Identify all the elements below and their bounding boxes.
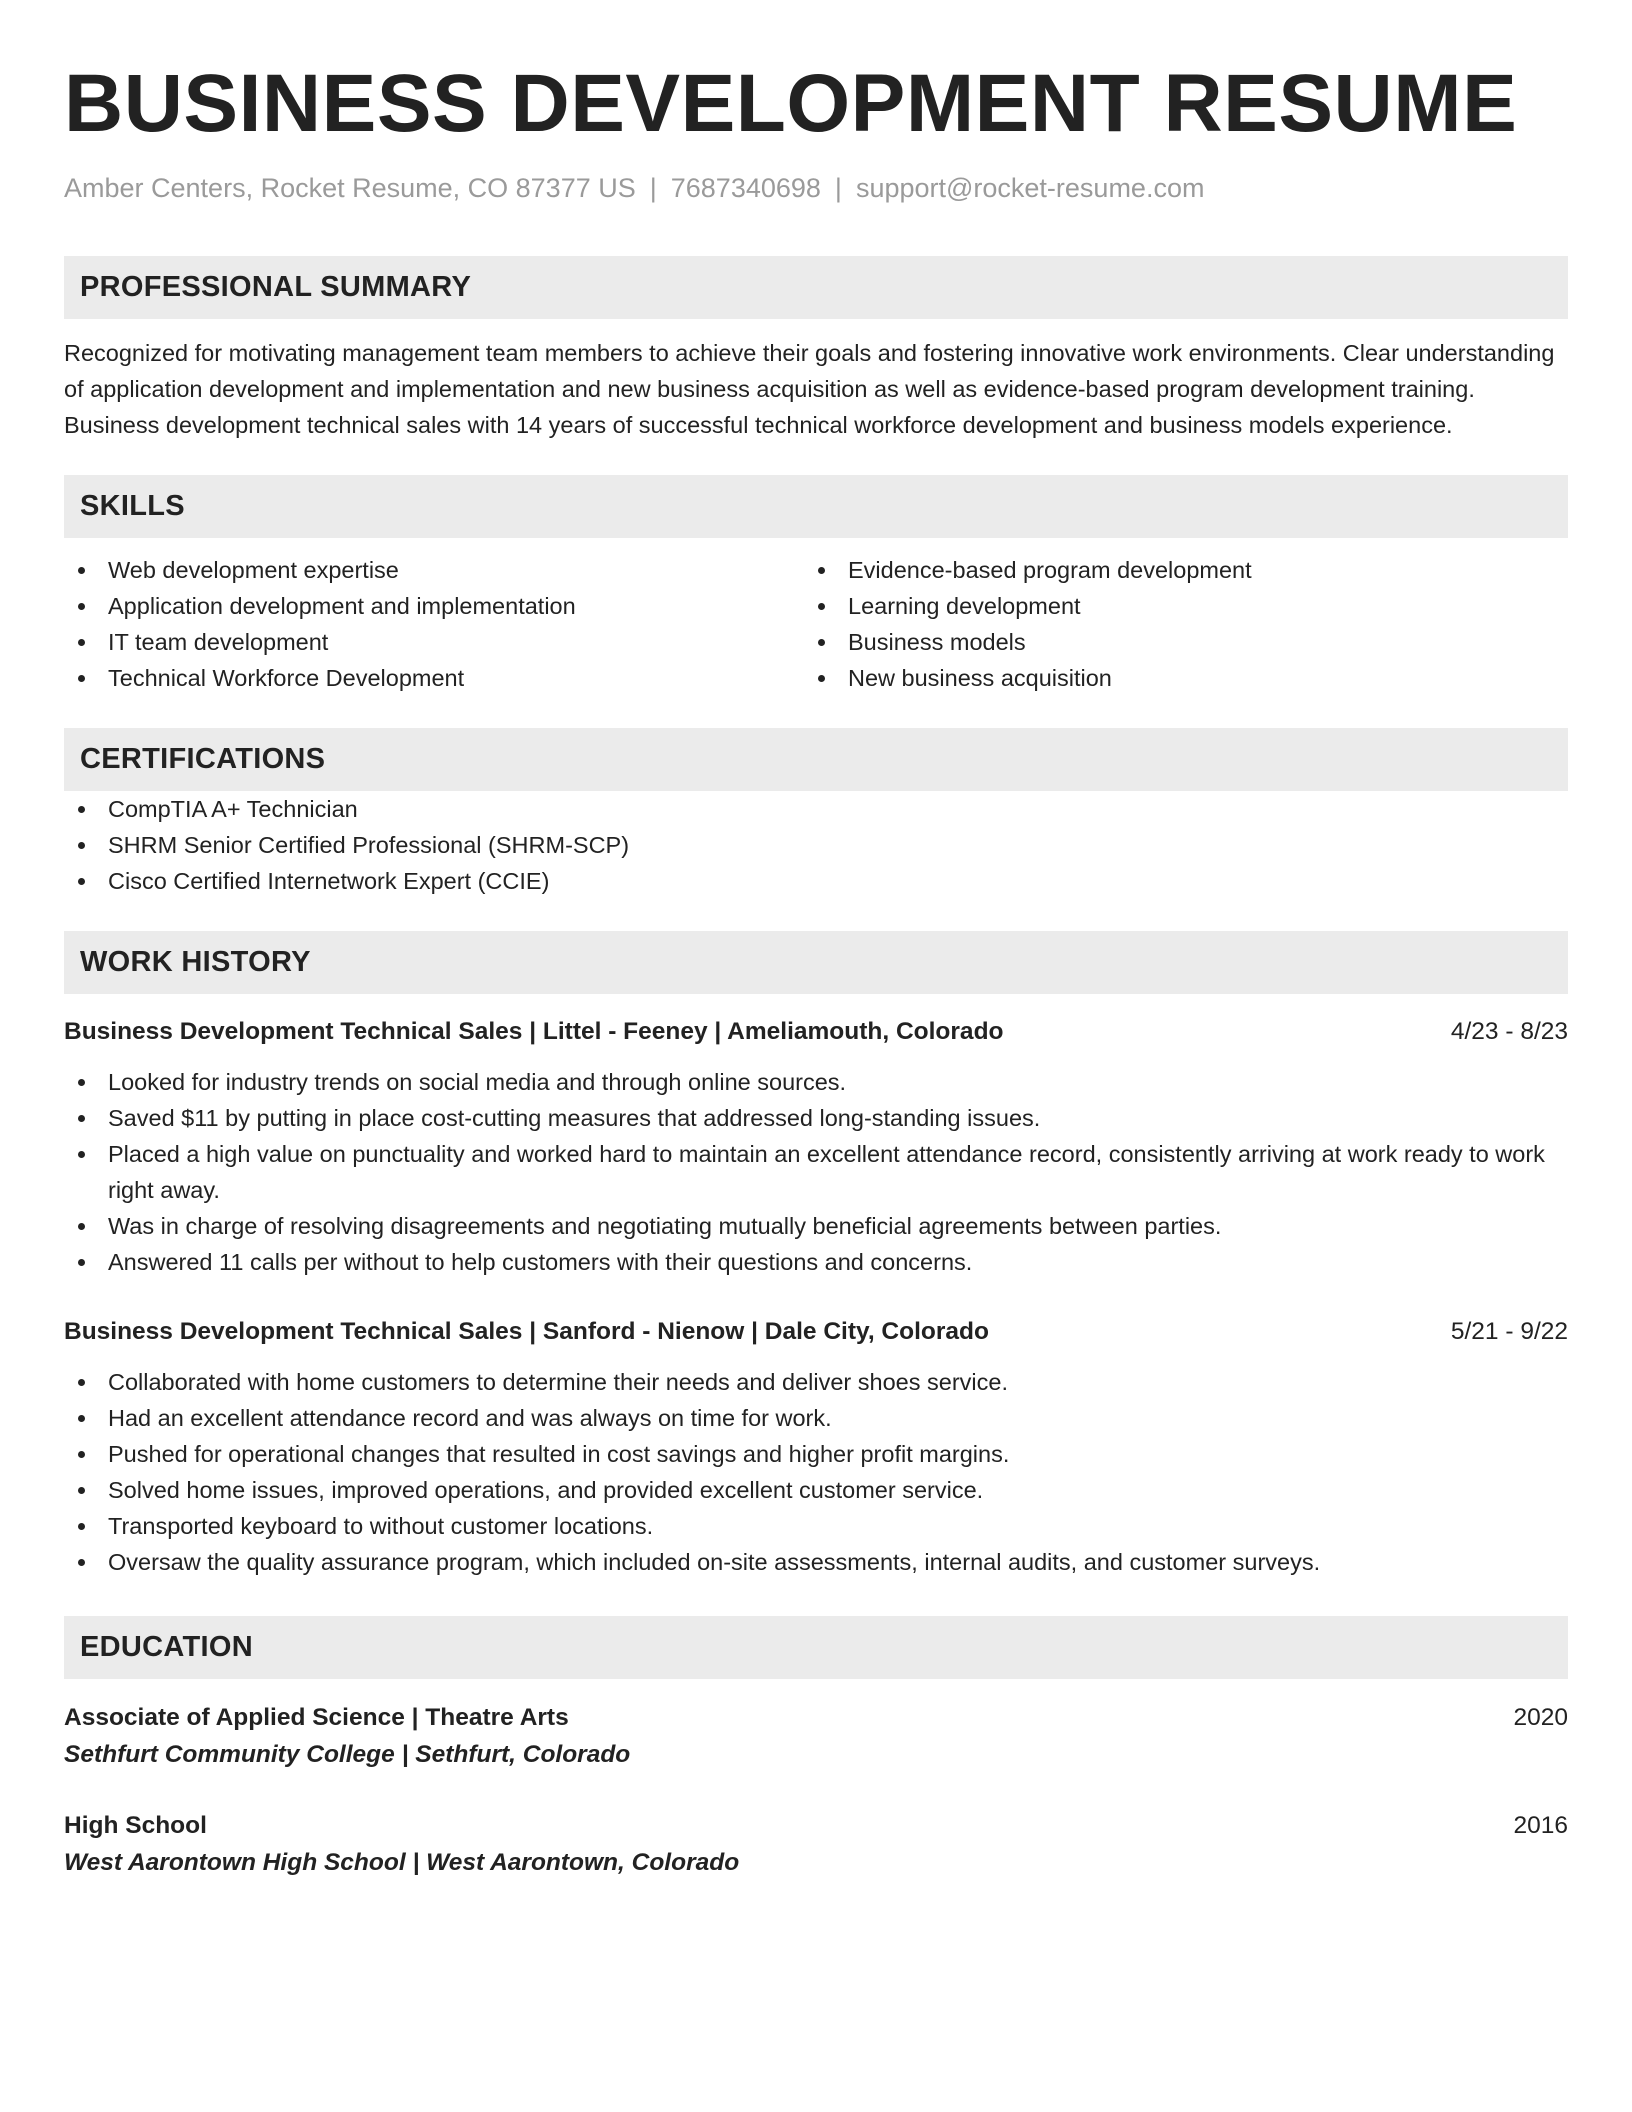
contact-email: support@rocket-resume.com [855,173,1205,203]
certifications-list [64,791,1568,899]
education-header [64,1807,1568,1844]
job-entry [64,1314,1568,1580]
skills-column-right [804,552,1544,696]
education-year: 2020 [1513,1704,1568,1731]
education-entry [64,1699,1568,1773]
job-bullets [64,1364,1568,1580]
contact-phone: 7687340698 [670,173,821,203]
skill-item: New business acquisition [804,660,1544,696]
job-bullet: Looked for industry trends on social media and through online sources. [64,1064,1568,1100]
contact-separator: | [834,173,842,203]
job-bullets [64,1064,1568,1280]
skill-item: Application development and implementation [64,588,804,624]
education-school: West Aarontown High School | West Aarontown, Colorado [64,1849,740,1876]
certification-item: CompTIA A+ Technician [64,791,1568,827]
section-heading-summary: PROFESSIONAL SUMMARY [64,256,1568,319]
skill-item: Business models [804,624,1544,660]
job-bullet: Answered 11 calls per without to help customers with their questions and concerns. [64,1244,1568,1280]
job-header [64,1314,1568,1350]
section-heading-certifications: CERTIFICATIONS [64,728,1568,791]
section-heading-skills: SKILLS [64,475,1568,538]
job-bullet: Saved $11 by putting in place cost-cutting measures that addressed long-standing issues. [64,1100,1568,1136]
job-dates: 4/23 - 8/23 [1450,1018,1568,1045]
job-bullet: Collaborated with home customers to determine their needs and deliver shoes service. [64,1364,1568,1400]
resume-title: BUSINESS DEVELOPMENT RESUME [64,58,1518,149]
job-bullet: Placed a high value on punctuality and worked hard to maintain an excellent attendance record, consistently arriving at work ready to work right away. [64,1136,1568,1208]
skill-item: Evidence-based program development [804,552,1544,588]
education-school: Sethfurt Community College | Sethfurt, Colorado [64,1741,631,1768]
job-header [64,1014,1568,1050]
education-entry [64,1807,1568,1881]
contact-separator: | [649,173,657,203]
job-bullet: Oversaw the quality assurance program, which included on-site assessments, internal audits, and customer surveys. [64,1544,1568,1580]
education-header [64,1699,1568,1736]
job-bullet: Pushed for operational changes that resulted in cost savings and higher profit margins. [64,1436,1568,1472]
contact-line [64,170,1568,206]
section-heading-education: EDUCATION [64,1616,1568,1679]
education-year: 2016 [1513,1812,1568,1839]
certification-item: SHRM Senior Certified Professional (SHRM-SCP) [64,827,1568,863]
section-heading-work-history: WORK HISTORY [64,931,1568,994]
job-bullet: Had an excellent attendance record and was always on time for work. [64,1400,1568,1436]
skill-item: IT team development [64,624,804,660]
job-bullet: Transported keyboard to without customer locations. [64,1508,1568,1544]
education-degree: Associate of Applied Science | Theatre Arts [64,1704,569,1731]
job-dates: 5/21 - 9/22 [1450,1318,1568,1345]
contact-address: Amber Centers, Rocket Resume, CO 87377 US [64,173,636,203]
job-entry [64,1014,1568,1280]
job-bullet: Was in charge of resolving disagreements and negotiating mutually beneficial agreements between parties. [64,1208,1568,1244]
job-title: Business Development Technical Sales | Littel - Feeney | Ameliamouth, Colorado [64,1018,1004,1045]
skills-list [64,552,1568,696]
skills-column-left [64,552,804,696]
education-degree: High School [64,1812,207,1839]
certification-item: Cisco Certified Internetwork Expert (CCIE) [64,863,1568,899]
skill-item: Web development expertise [64,552,804,588]
job-title: Business Development Technical Sales | Sanford - Nienow | Dale City, Colorado [64,1318,989,1345]
job-bullet: Solved home issues, improved operations, and provided excellent customer service. [64,1472,1568,1508]
skill-item: Learning development [804,588,1544,624]
skill-item: Technical Workforce Development [64,660,804,696]
summary-text: Recognized for motivating management team members to achieve their goals and fostering innovative work environments. Clear understanding of application development and implementation and new business acquisition as well as evidence-based program development training. Business development technical sales with 14 years of successful technical workforce development and business models experience. [64,340,1555,438]
